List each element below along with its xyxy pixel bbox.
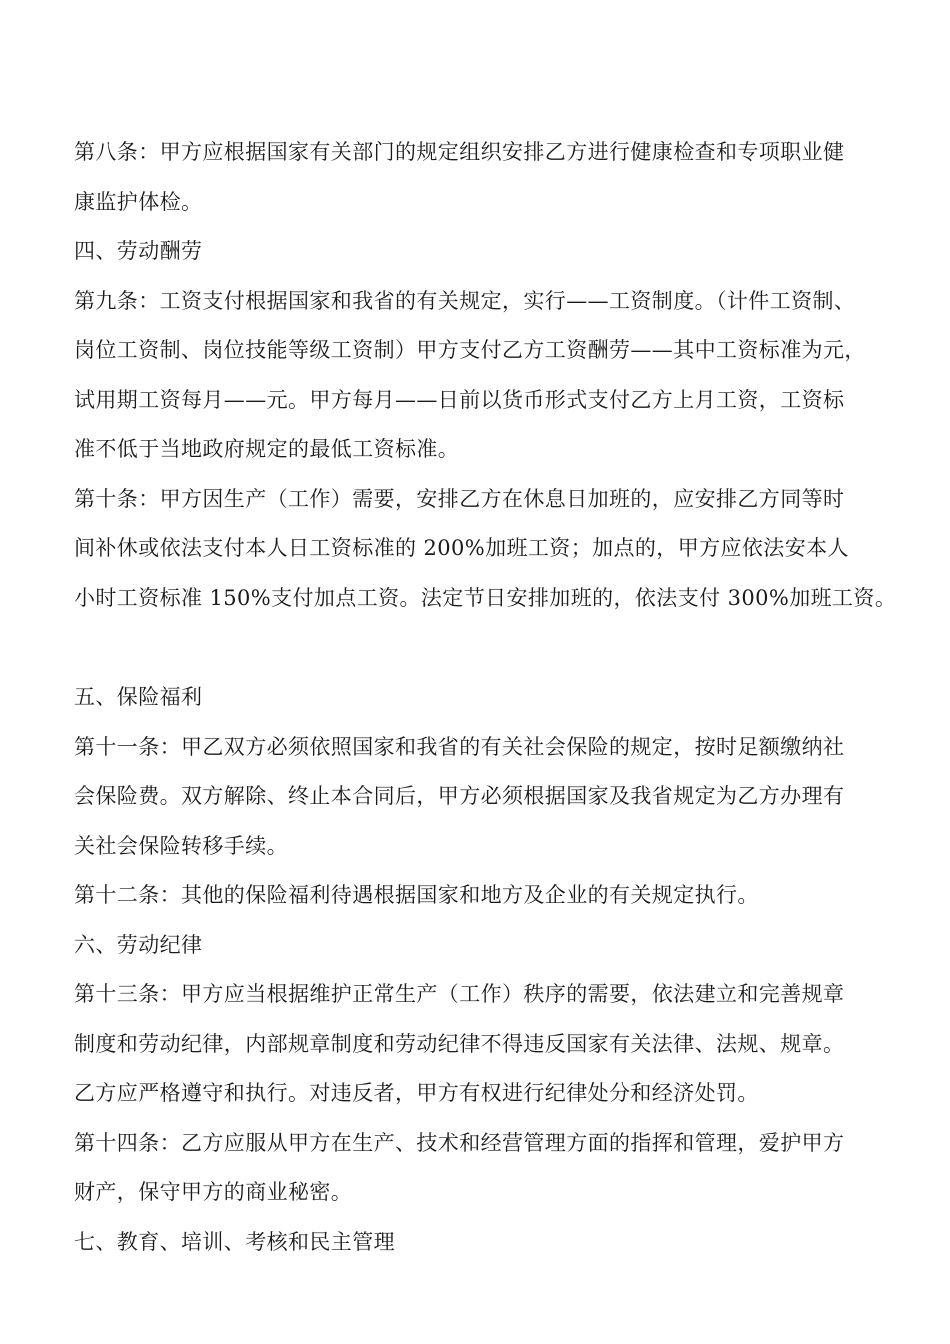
article-11-line-1: 第十一条：甲乙双方必须依照国家和我省的有关社会保险的规定，按时足额缴纳社 — [74, 734, 845, 759]
section-7-heading: 七、教育、培训、考核和民主管理 — [74, 1229, 395, 1254]
article-9-line-2: 岗位工资制、岗位技能等级工资制）甲方支付乙方工资酬劳——其中工资标准为元， — [74, 338, 866, 362]
article-9-line-3: 试用期工资每月——元。甲方每月——日前以货币形式支付乙方上月工资，工资标 — [74, 387, 845, 412]
article-14-line-1: 第十四条：乙方应服从甲方在生产、技术和经营管理方面的指挥和管理，爱护甲方 — [74, 1130, 845, 1155]
article-13-line-3: 乙方应严格遵守和执行。对违反者，甲方有权进行纪律处分和经济处罚。 — [74, 1081, 759, 1105]
article-13-line-1: 第十三条：甲方应当根据维护正常生产（工作）秩序的需要，依法建立和完善规章 — [74, 982, 845, 1006]
article-14 — [74, 1119, 894, 1218]
article-9-line-4: 准不低于当地政府规定的最低工资标准。 — [74, 437, 460, 461]
section-5-heading: 五、保险福利 — [74, 685, 203, 709]
article-13-line-2: 制度和劳动纪律，内部规章制度和劳动纪律不得违反国家有关法律、法规、规章。 — [74, 1031, 845, 1056]
document-page — [74, 128, 897, 1267]
article-14-line-2: 财产，保守甲方的商业秘密。 — [74, 1180, 353, 1204]
article-8 — [74, 128, 894, 227]
article-12 — [74, 871, 894, 921]
article-10-line-1: 第十条：甲方因生产（工作）需要，安排乙方在休息日加班的，应安排乙方同等时 — [74, 486, 845, 511]
section-4-heading: 四、劳动酬劳 — [74, 239, 203, 263]
article-10-line-2: 间补休或依法支付本人日工资标准的 200%加班工资；加点的，甲方应依法安本人 — [74, 536, 849, 560]
article-13 — [74, 970, 894, 1119]
article-8-line-1: 第八条：甲方应根据国家有关部门的规定组织安排乙方进行健康检查和专项职业健 — [74, 140, 845, 164]
section-6-heading: 六、劳动纪律 — [74, 932, 203, 957]
article-8-line-2: 康监护体检。 — [74, 189, 203, 214]
article-11 — [74, 723, 894, 872]
article-9-line-1: 第九条：工资支付根据国家和我省的有关规定，实行——工资制度。（计件工资制、 — [74, 288, 856, 313]
paragraph-gap — [74, 623, 894, 673]
article-9 — [74, 277, 894, 475]
article-10-line-3: 小时工资标准 150%支付加点工资。法定节日安排加班的，依法支付 300%加班工资。 — [74, 585, 897, 610]
article-11-line-3: 关社会保险转移手续。 — [74, 833, 288, 858]
article-10 — [74, 475, 897, 624]
article-11-line-2: 会保险费。双方解除、终止本合同后，甲方必须根据国家及我省规定为乙方办理有 — [74, 784, 845, 808]
article-12-line-1: 第十二条：其他的保险福利待遇根据国家和地方及企业的有关规定执行。 — [74, 883, 759, 907]
